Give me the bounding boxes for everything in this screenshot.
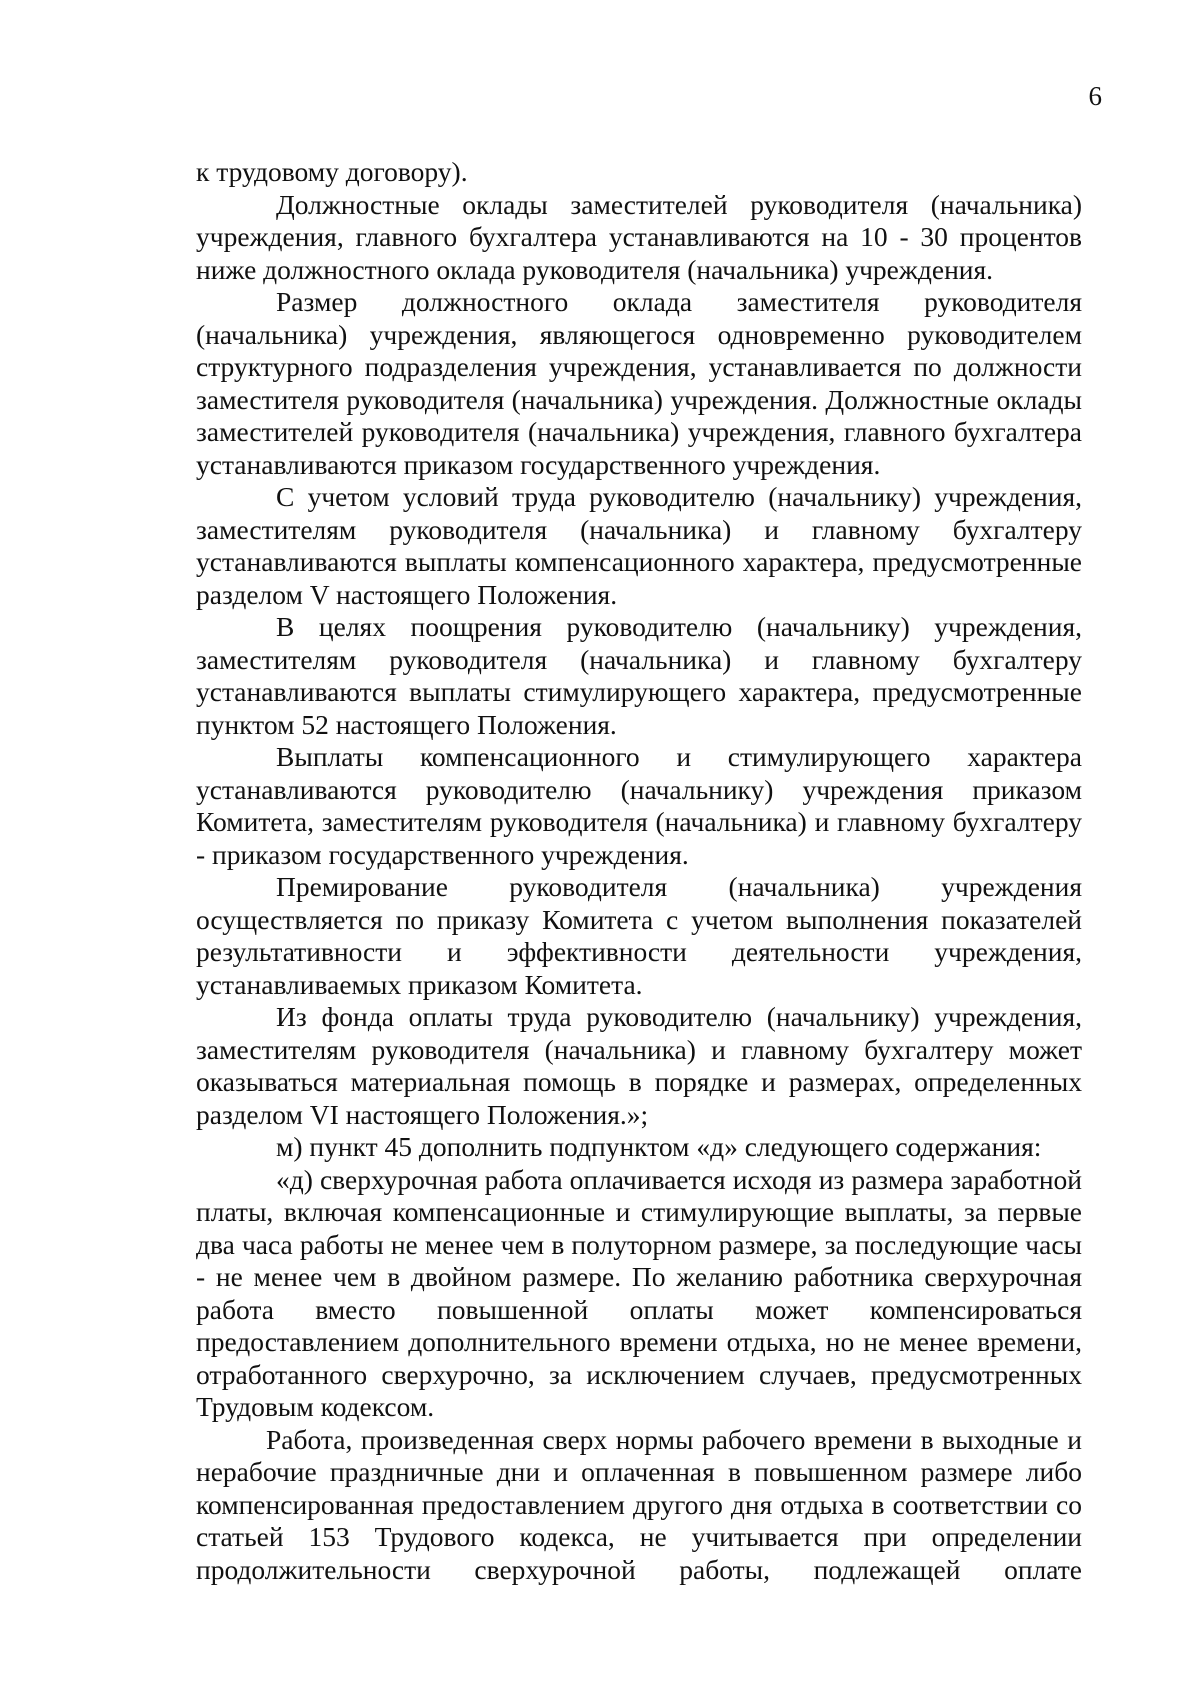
paragraph-deputy-salaries: Должностные оклады заместителей руководителя (начальника) учреждения, главного бухгалтера устанавливаются на 10 - 30 процентов ниже должностного оклада руководителя (начальника) учреждения. [196,188,1082,285]
document-body [196,156,1082,1586]
paragraph-incentive-payments: В целях поощрения руководителю (начальнику) учреждения, заместителям руководителя (начальника) и главному бухгалтеру устанавливаются выплаты стимулирующего характера, предусмотренные пунктом 52 настоящего Положения. [196,611,1082,740]
paragraph-payment-orders: Выплаты компенсационного и стимулирующего характера устанавливаются руководителю (начальнику) учреждения приказом Комитета, заместителям руководителя (начальника) и главному бухгалтеру - приказом государственного учреждения. [196,741,1082,870]
page-number: 6 [1088,81,1102,111]
paragraph-overtime-d: «д) сверхурочная работа оплачивается исходя из размера заработной платы, включая компенсационные и стимулирующие выплаты, за первые два часа работы не менее чем в полуторном размере, за последующие часы - не менее чем в двойном размере. По желанию работника сверхурочная работа вместо повышенной оплаты может компенсироваться предоставлением дополнительного времени отдыха, но не менее времени, отработанного сверхурочно, за исключением случаев, предусмотренных Трудовым кодексом. [196,1163,1082,1422]
paragraph-compensation-payments: С учетом условий труда руководителю (начальнику) учреждения, заместителям руководителя (начальника) и главному бухгалтеру устанавливаются выплаты компенсационного характера, предусмотренные разделом V настоящего Положения. [196,481,1082,610]
paragraph-continuation: к трудовому договору). [196,156,468,187]
paragraph-weekend-work: Работа, произведенная сверх нормы рабочего времени в выходные и нерабочие праздничные дни и оплаченная в повышенном размере либо компенсированная предоставлением другого дня отдыха в соответствии со статьей 153 Трудового кодекса, не учитывается при определении продолжительности сверхурочной работы, подлежащей оплате [196,1423,1082,1585]
paragraph-deputy-salary-size: Размер должностного оклада заместителя руководителя (начальника) учреждения, являющегося одновременно руководителем структурного подразделения учреждения, устанавливается по должности заместителя руководителя (начальника) учреждения. Должностные оклады заместителей руководителя (начальника) учреждения, главного бухгалтера устанавливаются приказом государственного учреждения. [196,286,1082,480]
paragraph-item-m: м) пункт 45 дополнить подпунктом «д» следующего содержания: [276,1131,1042,1162]
paragraph-material-aid: Из фонда оплаты труда руководителю (начальнику) учреждения, заместителям руководителя (начальника) и главному бухгалтеру может оказываться материальная помощь в порядке и размерах, определенных разделом VI настоящего Положения.»; [196,1001,1082,1130]
paragraph-bonuses: Премирование руководителя (начальника) учреждения осуществляется по приказу Комитета с учетом выполнения показателей результативности и эффективности деятельности учреждения, устанавливаемых приказом Комитета. [196,871,1082,1000]
